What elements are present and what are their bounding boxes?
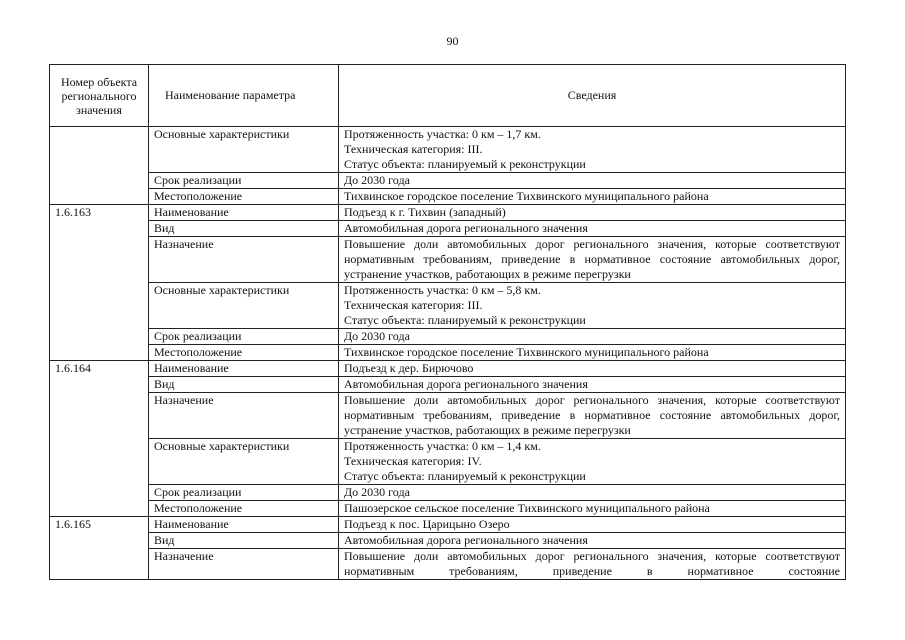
table-row [50, 549, 846, 580]
table-row [50, 237, 846, 283]
parameter-value: Повышение доли автомобильных дорог регионального значения, которые соответствуют нормативным требованиям, приведение в нормативное состояние автомобильных дорог, устранение участков, работающих в режиме перегрузки [339, 237, 846, 283]
parameter-value: До 2030 года [339, 329, 846, 345]
page-number: 90 [446, 34, 459, 48]
parameter-name: Основные характеристики [149, 127, 339, 173]
table-header-row [50, 65, 846, 127]
parameter-value: Подъезд к пос. Царицыно Озеро [339, 517, 846, 533]
parameter-name: Местоположение [149, 189, 339, 205]
parameter-name: Основные характеристики [149, 439, 339, 485]
object-number: 1.6.163 [50, 205, 149, 361]
parameter-name: Основные характеристики [149, 283, 339, 329]
object-number: 1.6.164 [50, 361, 149, 517]
parameter-name: Вид [149, 533, 339, 549]
parameter-name: Вид [149, 377, 339, 393]
parameter-value: Автомобильная дорога регионального значения [339, 377, 846, 393]
table-row [50, 439, 846, 485]
regional-objects-table [49, 64, 846, 580]
table-row [50, 393, 846, 439]
parameter-name: Срок реализации [149, 173, 339, 189]
table-row [50, 127, 846, 173]
parameter-value: Тихвинское городское поселение Тихвинского муниципального района [339, 189, 846, 205]
parameter-name: Местоположение [149, 501, 339, 517]
header-object-number: Номер объекта регионального значения [50, 65, 149, 127]
table-row [50, 377, 846, 393]
parameter-name: Местоположение [149, 345, 339, 361]
table-row [50, 205, 846, 221]
parameter-value: Тихвинское городское поселение Тихвинского муниципального района [339, 345, 846, 361]
parameter-value: Подъезд к дер. Бирючово [339, 361, 846, 377]
table-row [50, 501, 846, 517]
table-row [50, 533, 846, 549]
parameter-name: Назначение [149, 549, 339, 580]
parameter-value: Автомобильная дорога регионального значения [339, 221, 846, 237]
header-info: Сведения [339, 65, 846, 127]
parameter-name: Назначение [149, 237, 339, 283]
parameter-value: Подъезд к г. Тихвин (западный) [339, 205, 846, 221]
object-number: 1.6.165 [50, 517, 149, 580]
parameter-value: Автомобильная дорога регионального значения [339, 533, 846, 549]
table-row [50, 485, 846, 501]
parameter-name: Назначение [149, 393, 339, 439]
table-row [50, 221, 846, 237]
table-row [50, 173, 846, 189]
parameter-value: Протяженность участка: 0 км – 1,7 км. Техническая категория: III. Статус объекта: планируемый к реконструкции [339, 127, 846, 173]
parameter-name: Срок реализации [149, 329, 339, 345]
header-parameter-name: Наименование параметра [149, 65, 339, 127]
table-body [50, 127, 846, 580]
table-row [50, 329, 846, 345]
table-row [50, 345, 846, 361]
table-row [50, 283, 846, 329]
parameter-name: Наименование [149, 361, 339, 377]
parameter-name: Срок реализации [149, 485, 339, 501]
parameter-value: Повышение доли автомобильных дорог регионального значения, которые соответствуют нормативным требованиям, приведение в нормативное состояние автомобильных дорог, устранение участков, работающих в режиме перегрузки [339, 393, 846, 439]
parameter-value: Протяженность участка: 0 км – 5,8 км. Техническая категория: III. Статус объекта: планируемый к реконструкции [339, 283, 846, 329]
table-row [50, 517, 846, 533]
parameter-name: Наименование [149, 205, 339, 221]
parameter-name: Вид [149, 221, 339, 237]
parameter-value: Протяженность участка: 0 км – 1,4 км. Техническая категория: IV. Статус объекта: планируемый к реконструкции [339, 439, 846, 485]
parameter-name: Наименование [149, 517, 339, 533]
parameter-value: Повышение доли автомобильных дорог регионального значения, которые соответствуют нормативным требованиям, приведение в нормативное состояние [339, 549, 846, 580]
parameter-value: До 2030 года [339, 485, 846, 501]
parameter-value: Пашозерское сельское поселение Тихвинского муниципального района [339, 501, 846, 517]
table-row [50, 189, 846, 205]
parameter-value: До 2030 года [339, 173, 846, 189]
table-row [50, 361, 846, 377]
object-number-empty [50, 127, 149, 205]
